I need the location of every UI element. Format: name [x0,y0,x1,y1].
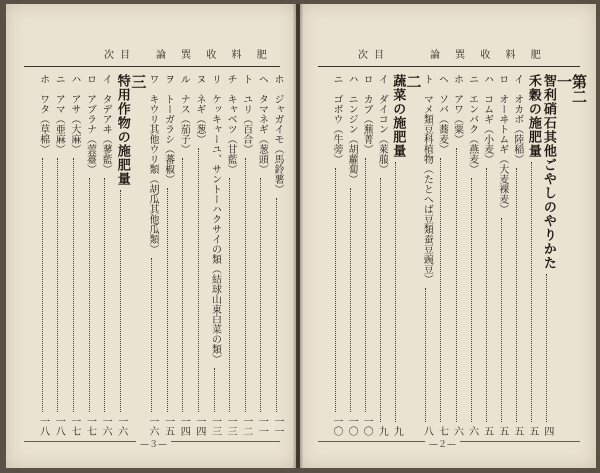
toc-entry [554,74,573,436]
toc-entry [540,74,554,436]
toc-page-number: 八 [421,426,433,436]
toc-heading: 特用作物の施肥量 [114,74,130,186]
toc-page-number: 一三 [225,416,237,436]
toc-entry-label: ホ ワタ（草棉） [37,74,49,154]
dot-leader [276,198,277,412]
toc-page-number: 五 [511,426,523,436]
dot-leader [198,148,199,412]
toc-entry-label: ハ コムギ（小麦） [481,74,493,164]
dot-leader [42,158,43,412]
dot-leader [501,218,502,422]
toc-entry [495,74,509,436]
toc-heading: 智利硝石其他ごやしのやりかた [540,74,556,270]
toc-entry-label: チ キャベツ（甘藍） [225,74,237,174]
running-head-title: 論 巽 收 料 肥 [156,50,273,61]
toc-entry-label: ヲ トーガラシ（蕃椒） [162,74,174,184]
toc-entry-label: ハ アサ（大麻） [68,74,80,154]
toc-entry-label: ロ オーヰトムギ（大麦裸麦） [496,74,508,214]
dot-leader [516,168,517,422]
toc-heading: 一 [554,74,573,89]
dot-leader [57,158,58,412]
right-page [300,4,596,468]
dot-leader [260,178,261,412]
dot-leader [546,274,547,422]
toc-entry [450,74,464,436]
toc-entry-label: イ ダイコン（萊菔） [376,74,388,174]
header-rule [318,66,580,67]
dot-leader [440,158,441,422]
toc-entry [114,74,128,436]
toc-heading: 蔬菜の施肥量 [390,74,406,158]
toc-page-number: 一三 [209,416,221,436]
toc-entry [404,74,423,436]
toc-entry-label: ハ ニンジン（胡蘿蔔） [346,74,358,184]
dot-leader [456,148,457,422]
toc-page-number: 一五 [162,416,174,436]
dot-leader [120,190,121,412]
toc-entry-label: ロ カブ（蕪菁） [361,74,373,154]
toc-entry [525,74,539,436]
toc-entry-label: リ ケッキャーユ、サントーハクサイの類（結球山東白菜の類） [209,74,221,364]
left-page [6,4,296,468]
toc-page-number: 一六 [147,416,158,436]
toc-page-number: 一四 [178,416,190,436]
dot-leader [89,178,90,412]
running-head-toc: 次目 [358,50,390,61]
toc-entry [374,74,388,436]
toc-heading: 第二 [570,74,588,104]
toc-entry-label: イ オカボ（陸稲） [511,74,523,164]
toc-heading: 禾穀の施肥量 [525,74,541,158]
toc-page-number: 一八 [37,416,49,436]
toc-entry [570,74,588,436]
toc-entry [145,74,159,436]
toc-entry-label: イ タデアヰ（蓼藍） [100,74,112,174]
toc-entry-label: ヘ タマネギ（葱頭） [256,74,268,174]
toc-page-number: 九 [376,426,388,436]
toc-entry-label: ニ ゴボウ（牛蒡） [331,74,343,164]
toc-page-number: 一一 [272,416,283,436]
toc-page-number: 一六 [100,416,112,436]
header-rule [24,66,280,67]
toc-page-number: 九 [391,426,403,436]
toc-entry [67,74,81,436]
dot-leader [151,258,152,412]
toc-entry-label: ワ キウリ其他ウリ類（胡瓜其他瓜類） [147,74,158,254]
toc-page-number: 一〇 [346,416,358,436]
dot-leader [182,158,183,412]
toc-entry-label: ニ エンバク（燕麦） [466,74,478,174]
toc-entry [254,74,268,436]
toc-page-number: 四 [541,426,553,436]
toc-page-number: 六 [466,426,478,436]
toc-page-number: 一二 [240,416,252,436]
toc-entry [239,74,253,436]
dot-leader [350,188,351,412]
toc-entry [51,74,65,436]
toc-page-number: 七 [436,426,448,436]
page-number: —２— [425,437,460,450]
toc-heading: 二 [404,74,423,89]
toc-entry [389,74,406,436]
toc-page-number: 一四 [193,416,205,436]
toc-page-number: 一〇 [331,416,343,436]
dot-leader [245,158,246,412]
toc-page-number: 一〇 [361,416,373,436]
dot-leader [365,158,366,412]
toc-entry [129,74,148,436]
dot-leader [380,178,381,422]
toc-entry-label: ホ アワ（粟） [451,74,463,144]
page-number: —３— [136,437,171,450]
toc-entry-label: ヌ ネギ（葱） [193,74,205,144]
toc-entry-label: ト ユリ（百合） [240,74,252,154]
toc-page-number: 五 [526,426,538,436]
toc-page-number: 一七 [68,416,80,436]
toc-page-number: 一一 [256,416,268,436]
toc-heading: 三 [129,74,148,89]
toc-entry [359,74,373,436]
toc-entry [480,74,494,436]
toc-page-number: 六 [451,426,463,436]
toc-entry [510,74,524,436]
toc-entry [36,74,50,436]
toc-page-number: 一八 [53,416,65,436]
dot-leader [531,162,532,422]
toc-entry-label: ト マメ類豆科植物（たとへば豆類蚕豆豌豆） [421,74,433,284]
dot-leader [167,188,168,412]
toc-entry [98,74,112,436]
toc-page-number: 五 [496,426,508,436]
toc-entry-label: ニ アマ（亜麻） [53,74,65,154]
toc-entry [176,74,190,436]
toc-entry [434,74,448,436]
book-gutter [293,4,303,468]
toc-entry-label: ホ ジャガイモ（馬鈴薯） [272,74,283,194]
toc-entry-label: ヘ ソバ（蕎麦） [436,74,448,154]
dot-leader [425,288,426,422]
toc-entry [465,74,479,436]
dot-leader [229,178,230,412]
toc-entry [344,74,358,436]
toc-page-number: 一六 [115,416,127,436]
toc-entry [270,74,284,436]
dot-leader [395,162,396,422]
toc-entry [83,74,97,436]
dot-leader [73,158,74,412]
toc-entry [329,74,343,436]
dot-leader [104,178,105,412]
toc-entry [192,74,206,436]
toc-entry [223,74,237,436]
dot-leader [471,178,472,422]
toc-entry-label: ル ナス（茄子） [178,74,190,154]
toc-entry [161,74,175,436]
running-head-toc: 次目 [104,50,136,61]
toc-page-number: 五 [481,426,493,436]
running-head-title: 論 巽 收 料 肥 [430,50,547,61]
toc-entry [208,74,222,436]
dot-leader [214,368,215,412]
toc-entry-label: ロ アブラナ（蕓薹） [84,74,96,174]
dot-leader [335,168,336,412]
toc-entry [419,74,433,436]
dot-leader [486,168,487,422]
toc-page-number: 一七 [84,416,96,436]
